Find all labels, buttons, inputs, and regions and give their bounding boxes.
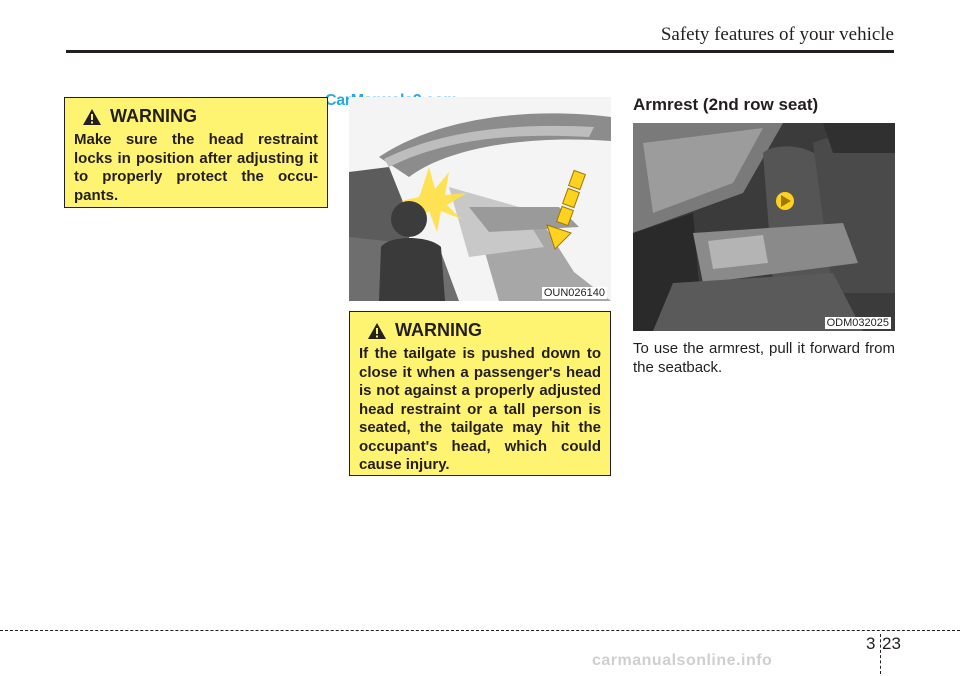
warning-triangle-icon — [367, 322, 387, 340]
page-header-title: Safety features of your vehicle — [660, 24, 894, 45]
figure-code: ODM032025 — [826, 317, 889, 329]
warning-body: Make sure the head restraint locks in position after adjusting it to properly protect the occu-pants. — [74, 131, 318, 204]
section-title: Armrest (2nd row seat) — [633, 95, 819, 114]
section-body: To use the armrest, pull it forward from the seatback. — [633, 340, 895, 376]
warning-heading — [359, 320, 601, 341]
warning-box-head-restraint — [64, 97, 328, 208]
figure-code: OUN026140 — [543, 287, 605, 299]
warning-body: If the tailgate is pushed down to close it when a passenger's head is not against a properly adjusted head restraint or a tall person is seated, the tailgate may hit the occupant's head, which could cause injury. — [359, 345, 601, 473]
page-divider — [880, 634, 881, 674]
warning-title: WARNING — [395, 320, 482, 340]
figure-head-impact — [349, 97, 611, 301]
footer-rule — [0, 630, 960, 631]
figure-armrest — [633, 123, 895, 331]
head-impact-illustration — [349, 97, 611, 301]
armrest-photo-illustration — [633, 123, 895, 331]
header-rule — [66, 50, 894, 53]
watermark-bottom[interactable]: carmanualsonline.info — [592, 652, 773, 669]
warning-triangle-icon — [82, 108, 102, 126]
chapter-number: 3 — [866, 634, 876, 653]
warning-title: WARNING — [110, 106, 197, 126]
page-number: 23 — [882, 634, 901, 653]
warning-box-tailgate — [349, 311, 611, 476]
warning-heading — [74, 106, 318, 127]
